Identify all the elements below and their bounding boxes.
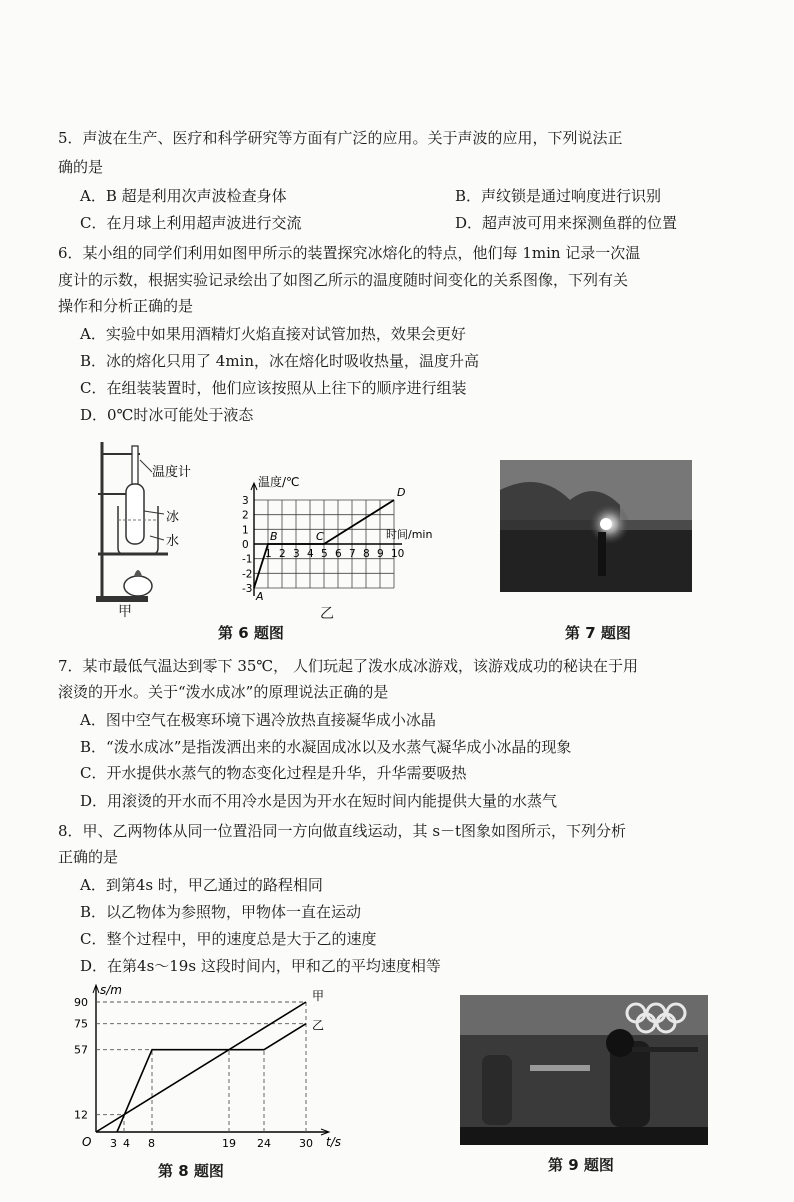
q8-option-b: B．以乙物体为参照物，甲物体一直在运动 bbox=[80, 903, 362, 921]
x-tick-label: 4 bbox=[307, 548, 314, 560]
y-axis-label: 温度/℃ bbox=[258, 475, 300, 489]
flame-icon bbox=[134, 570, 142, 576]
x-tick-label: 3 bbox=[110, 1137, 117, 1150]
q7-option-d: D．用滚烫的开水而不用冷水是因为开水在短时间内能提供大量的水蒸气 bbox=[80, 792, 558, 810]
label-water: 水 bbox=[166, 534, 180, 549]
q6-option-b: B．冰的熔化只用了 4min，冰在熔化时吸收热量，温度升高 bbox=[80, 352, 480, 370]
leader-line bbox=[150, 536, 164, 540]
point-label: C bbox=[316, 530, 324, 543]
x-axis-label: t/s bbox=[326, 1135, 341, 1149]
y-tick-label: 57 bbox=[74, 1043, 88, 1057]
fig8-st-chart bbox=[56, 982, 356, 1152]
y-tick-label: 75 bbox=[74, 1017, 88, 1031]
test-tube bbox=[126, 484, 144, 544]
q7-option-a: A．图中空气在极寒环境下遇冷放热直接凝华成小冰晶 bbox=[80, 711, 436, 729]
x-tick-label: 6 bbox=[335, 548, 342, 560]
q8-option-d: D．在第4s～19s 这段时间内，甲和乙的平均速度相等 bbox=[80, 957, 441, 975]
y-tick-label: -1 bbox=[242, 553, 253, 566]
leader-line bbox=[144, 511, 164, 514]
q8-stem-line2: 正确的是 bbox=[58, 848, 119, 866]
x-tick-label: 8 bbox=[363, 548, 370, 560]
y-tick-label: 3 bbox=[242, 495, 249, 507]
fig6-temperature-chart bbox=[228, 470, 488, 602]
series-label: 甲 bbox=[312, 989, 325, 1003]
q8-option-a: A．到第4s 时，甲乙通过的路程相同 bbox=[80, 876, 323, 894]
fig7-caption: 第 7 题图 bbox=[565, 624, 631, 642]
x-tick-label: 8 bbox=[148, 1137, 155, 1150]
q8-stem-line1: 8．甲、乙两物体从同一位置沿同一方向做直线运动，其 s－t图象如图所示，下列分析 bbox=[58, 822, 627, 840]
series-line-jia bbox=[96, 1002, 306, 1132]
q7-stem-line1: 7．某市最低气温达到零下 35℃， 人们玩起了泼水成冰游戏，该游戏成功的秘诀在于用 bbox=[58, 657, 638, 675]
q6-stem-line1: 6．某小组的同学们利用如图甲所示的装置探究冰熔化的特点，他们每 1min 记录一次温 bbox=[58, 244, 641, 262]
q6-stem-line3: 操作和分析正确的是 bbox=[58, 297, 194, 315]
y-tick-label: 1 bbox=[242, 524, 249, 537]
y-axis-label: s/m bbox=[100, 983, 122, 997]
y-tick-label: -2 bbox=[242, 568, 253, 581]
q6-stem-line2: 度计的示数，根据实验记录绘出了如图乙所示的温度随时间变化的关系图像，下列有关 bbox=[58, 271, 629, 289]
q8-option-c: C．整个过程中，甲的速度总是大于乙的速度 bbox=[80, 930, 377, 948]
fig7-photo bbox=[500, 460, 692, 592]
x-tick-label: 3 bbox=[293, 548, 300, 560]
fig9-caption: 第 9 题图 bbox=[548, 1156, 614, 1174]
q5-option-d: D．超声波可用来探测鱼群的位置 bbox=[455, 214, 678, 232]
x-tick-label: 5 bbox=[321, 548, 328, 560]
y-tick-label: 90 bbox=[74, 996, 88, 1009]
q7-option-b: B．“泼水成冰”是指泼洒出来的水凝固成冰以及水蒸气凝华成小冰晶的现象 bbox=[80, 738, 572, 756]
q5-stem-line2: 确的是 bbox=[58, 158, 104, 176]
point-label: A bbox=[256, 590, 264, 602]
fig6-label-yi: 乙 bbox=[320, 606, 334, 622]
origin-label: O bbox=[82, 1135, 92, 1149]
x-axis-label: 时间/min bbox=[386, 528, 433, 541]
fig6-label-jia: 甲 bbox=[118, 604, 132, 620]
x-tick-label: 10 bbox=[391, 548, 405, 560]
q5-option-c: C．在月球上利用超声波进行交流 bbox=[80, 214, 302, 232]
y-tick-label: -3 bbox=[242, 583, 253, 595]
fig8-caption: 第 8 题图 bbox=[158, 1162, 224, 1180]
fig9-photo bbox=[460, 995, 708, 1145]
leader-line bbox=[140, 460, 152, 472]
x-tick-label: 4 bbox=[123, 1137, 130, 1150]
x-tick-label: 19 bbox=[222, 1137, 236, 1150]
series-label: 乙 bbox=[312, 1018, 325, 1033]
x-tick-label: 7 bbox=[349, 548, 356, 560]
label-ice: 冰 bbox=[166, 510, 180, 525]
x-tick-label: 9 bbox=[377, 548, 384, 560]
x-tick-label: 2 bbox=[279, 548, 286, 560]
alcohol-lamp bbox=[124, 576, 152, 596]
q5-option-b: B．声纹锁是通过响度进行识别 bbox=[455, 187, 662, 205]
label-thermometer: 温度计 bbox=[152, 465, 192, 480]
y-tick-label: 2 bbox=[242, 509, 249, 522]
q6-option-a: A．实验中如果用酒精灯火焰直接对试管加热，效果会更好 bbox=[80, 325, 466, 343]
q5-stem-line1: 5．声波在生产、医疗和科学研究等方面有广泛的应用。关于声波的应用，下列说法正 bbox=[58, 129, 623, 147]
y-tick-label: 0 bbox=[242, 539, 249, 551]
y-tick-label: 12 bbox=[74, 1108, 88, 1122]
q6-option-c: C．在组装装置时，他们应该按照从上往下的顺序进行组装 bbox=[80, 379, 467, 397]
series-line-yi bbox=[117, 1024, 306, 1132]
q6-option-d: D．0℃时冰可能处于液态 bbox=[80, 406, 254, 424]
q7-option-c: C．开水提供水蒸气的物态变化过程是升华，升华需要吸热 bbox=[80, 764, 467, 782]
point-label: D bbox=[397, 486, 406, 499]
q7-stem-line2: 滚烫的开水。关于“泼水成冰”的原理说法正确的是 bbox=[58, 683, 389, 701]
x-tick-label: 24 bbox=[257, 1137, 271, 1150]
q5-option-a: A．B 超是利用次声波检查身体 bbox=[80, 187, 287, 205]
x-tick-label: 30 bbox=[299, 1137, 313, 1150]
point-label: B bbox=[270, 530, 278, 543]
fig6-caption: 第 6 题图 bbox=[218, 624, 284, 642]
x-tick-label: 1 bbox=[265, 548, 272, 560]
fig6-apparatus bbox=[88, 436, 228, 614]
